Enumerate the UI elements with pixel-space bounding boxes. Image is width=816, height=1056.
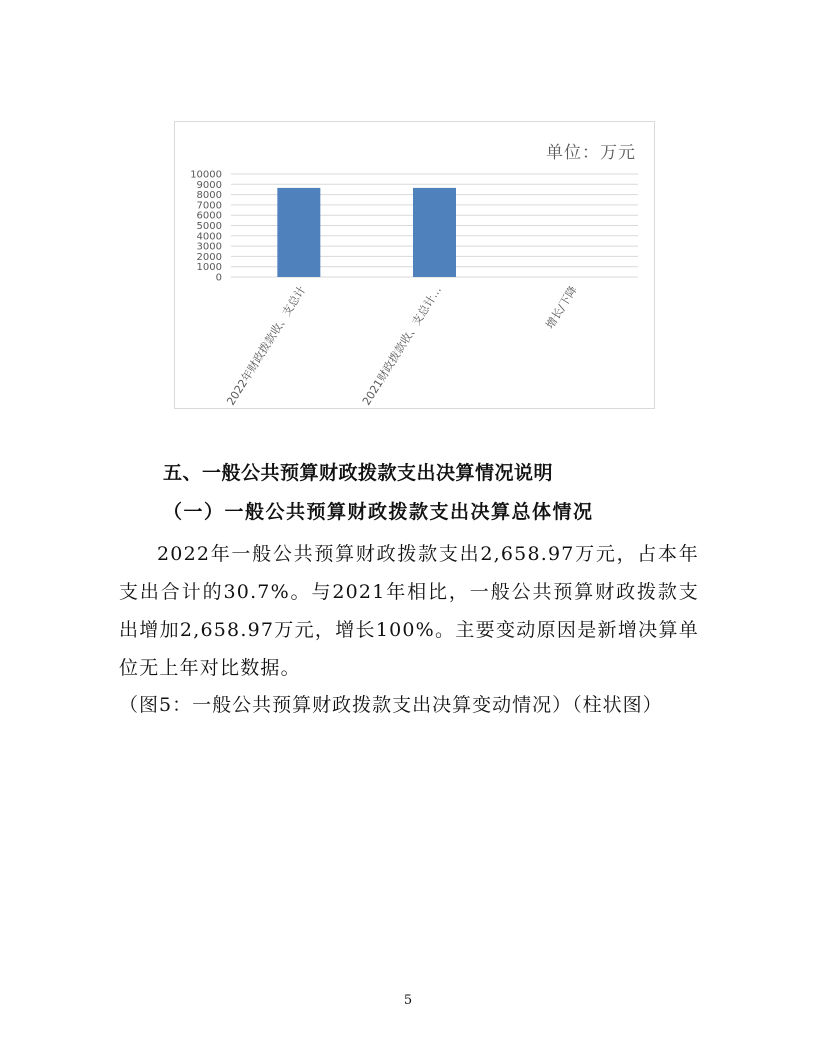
chart-plot	[175, 122, 654, 408]
y-tick-label: 3000	[196, 241, 222, 253]
chart-unit-label: 单位：万元	[546, 143, 636, 163]
y-tick-label: 4000	[196, 231, 222, 243]
y-tick-label: 9000	[196, 179, 222, 191]
x-category-label: 增长/下降	[543, 283, 580, 332]
bar-chart	[174, 121, 655, 409]
y-tick-label: 8000	[196, 190, 222, 202]
y-tick-label: 0	[215, 272, 222, 284]
page-number: 5	[403, 993, 413, 1008]
section-heading: 五、一般公共预算财政拨款支出决算情况说明	[163, 462, 554, 484]
bar	[277, 188, 320, 277]
y-tick-label: 6000	[196, 210, 222, 222]
y-tick-label: 2000	[196, 251, 222, 263]
y-tick-label: 1000	[196, 262, 222, 274]
body-paragraph: 2022年一般公共预算财政拨款支出2,658.97万元，占本年支出合计的30.7%。与2021年相比，一般公共预算财政拨款支出增加2,658.97万元，增长100%。主要变动原因是新增决算单位无上年对比数据。	[119, 543, 699, 679]
y-tick-label: 10000	[190, 169, 222, 181]
x-category-label: 2022年财政拨款收、支总计	[224, 283, 309, 408]
y-tick-label: 7000	[196, 200, 222, 212]
figure-caption: （图5：一般公共预算财政拨款支出决算变动情况）（柱状图）	[119, 694, 663, 716]
subsection-heading: （一）一般公共预算财政拨款支出决算总体情况	[163, 501, 594, 523]
bar	[413, 188, 456, 277]
x-category-label: 2021财政拨款收、支总计…	[359, 283, 445, 408]
y-tick-label: 5000	[196, 221, 222, 232]
